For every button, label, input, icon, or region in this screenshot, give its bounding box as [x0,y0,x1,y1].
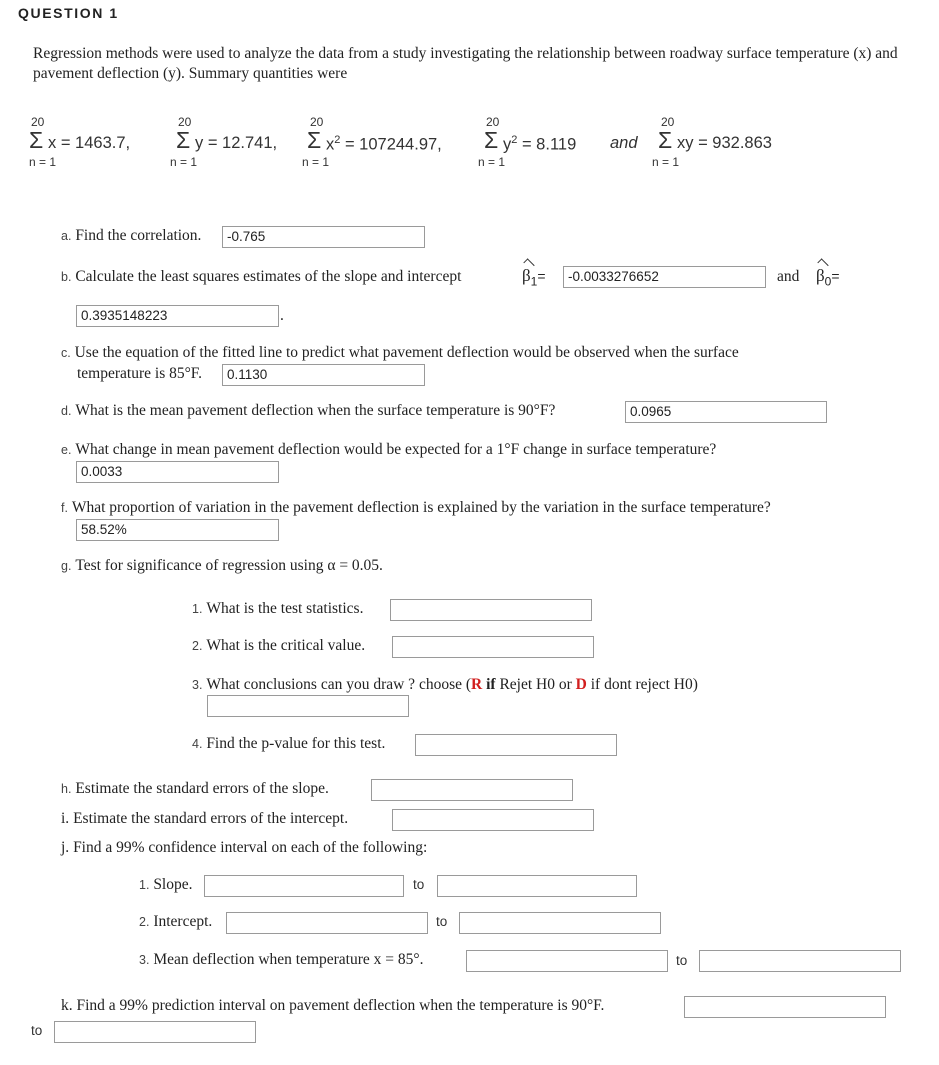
part-g4-text: Find the p-value for this test. [206,735,386,752]
part-d-text: What is the mean pavement deflection when the surface temperature is 90°F? [75,402,556,419]
part-g-label: g. [61,559,72,573]
part-j2-question [139,913,212,931]
part-g3-if: if [482,676,500,693]
part-g3-label: 3. [192,678,203,692]
part-j3-text: Mean deflection when temperature x = 85°. [153,951,424,968]
part-i-label: i. [61,810,70,827]
part-j-text: Find a 99% confidence interval on each of the following: [73,839,428,856]
slope-ci-lower-input[interactable] [204,875,404,897]
part-k-label: k. [61,997,73,1014]
mean-deflection-ci-upper-input[interactable] [699,950,901,972]
beta1-subscript: 1 [530,274,538,289]
part-f-question [61,499,771,517]
sum-upper-limit: 20 [31,115,45,129]
sigma-symbol: Σ [484,127,499,153]
sigma-symbol: Σ [307,127,322,153]
part-i-text: Estimate the standard errors of the intercept. [73,810,349,827]
part-h-label: h. [61,782,72,796]
prediction-interval-upper-input[interactable] [54,1021,256,1043]
beta1-equals: = [537,268,546,284]
and-text: and [610,134,638,152]
question-title: QUESTION 1 [18,5,119,21]
part-g-question [61,557,383,575]
part-b-label: b. [61,270,72,284]
sigma-symbol: Σ [29,127,44,153]
part-j2-text: Intercept. [153,913,213,930]
part-f-text: What proportion of variation in the pavement deflection is explained by the variation in the surface temperature? [71,499,771,516]
part-a-text: Find the correlation. [75,227,202,244]
sum-x-squared: $x^2 = 107244.97$, [326,134,442,154]
part-j-question [61,839,427,857]
part-c-question [61,344,739,362]
mean-deflection-ci-lower-input[interactable] [466,950,668,972]
slope-std-error-input[interactable] [371,779,573,801]
sum-upper-limit: 20 [178,115,192,129]
part-g2-question [192,637,365,655]
part-g3-question [192,676,698,694]
sigma-symbol: Σ [176,127,191,153]
proportion-variation-input[interactable]: 58.52% [76,519,279,541]
part-j3-question [139,951,423,969]
sum-y-squared-var: y [503,135,512,154]
slope-estimate-input[interactable]: -0.0033276652 [563,266,766,288]
sum-y-squared-value: = 8.119 [517,135,577,154]
intercept-ci-lower-input[interactable] [226,912,428,934]
sum-lower-limit: n = 1 [170,155,198,169]
sum-upper-limit: 20 [486,115,500,129]
predicted-deflection-input[interactable]: 0.1130 [222,364,425,386]
sum-lower-limit: n = 1 [302,155,330,169]
reject-letter: R [471,676,483,693]
sum-upper-limit: 20 [310,115,324,129]
part-g1-label: 1. [192,602,203,616]
part-c-label: c. [61,346,71,360]
part-j1-label: 1. [139,878,150,892]
part-k-question [61,997,604,1015]
part-e-label: e. [61,443,72,457]
prediction-interval-lower-input[interactable] [684,996,886,1018]
sum-lower-limit: n = 1 [478,155,506,169]
part-g3-text-a: What conclusions can you draw ? choose ( [206,676,472,693]
part-e-question [61,441,716,459]
intercept-estimate-input[interactable]: 0.3935148223 [76,305,279,327]
beta1-hat: β [522,266,531,285]
sigma-symbol: Σ [658,127,673,153]
mean-deflection-input[interactable]: 0.0965 [625,401,827,423]
conclusion-input[interactable] [207,695,409,717]
part-j-label: j. [61,839,70,856]
beta0-symbol [816,266,840,288]
and-label: and [777,268,800,285]
part-g3-text-c: if dont reject H0) [586,676,698,693]
p-value-input[interactable] [415,734,617,756]
to-label: to [676,953,688,968]
part-g4-question [192,735,385,753]
beta1-symbol [522,266,546,288]
dont-reject-letter: D [575,676,587,693]
part-g1-text: What is the test statistics. [206,600,364,617]
test-statistic-input[interactable] [390,599,592,621]
part-a-label: a. [61,229,72,243]
part-i-question [61,810,348,828]
change-in-deflection-input[interactable]: 0.0033 [76,461,279,483]
to-label: to [413,877,425,892]
part-b-text: Calculate the least squares estimates of the slope and intercept [75,268,462,285]
beta0-equals: = [831,268,840,284]
sum-lower-limit: n = 1 [652,155,680,169]
part-g2-text: What is the critical value. [206,637,366,654]
part-j2-label: 2. [139,915,150,929]
part-b-period: . [280,307,284,324]
part-h-question [61,780,329,798]
part-g3-text-b: Rejet H0 or [499,676,576,693]
sum-lower-limit: n = 1 [29,155,57,169]
part-d-question [61,402,555,420]
part-j3-label: 3. [139,953,150,967]
part-h-text: Estimate the standard errors of the slope. [75,780,329,797]
part-k-text: Find a 99% prediction interval on pavement deflection when the temperature is 90°F. [76,997,605,1014]
to-label: to [436,914,448,929]
beta0-hat: β [816,266,825,285]
part-j1-text: Slope. [153,876,193,893]
part-j1-question [139,876,193,894]
slope-ci-upper-input[interactable] [437,875,637,897]
sum-y: y = 12.741, [195,134,278,152]
critical-value-input[interactable] [392,636,594,658]
sum-x-squared-value: = 107244.97, [340,135,442,154]
part-g4-label: 4. [192,737,203,751]
correlation-input[interactable]: -0.765 [222,226,425,248]
intercept-std-error-input[interactable] [392,809,594,831]
intercept-ci-upper-input[interactable] [459,912,661,934]
part-g-text: Test for significance of regression using α = 0.05. [75,557,383,574]
beta0-subscript: 0 [824,274,832,289]
part-a-question [61,227,201,245]
part-e-text: What change in mean pavement deflection would be expected for a 1°F change in surface temperature? [75,441,717,458]
sum-x-squared-var: x [326,135,335,154]
part-d-label: d. [61,404,72,418]
sum-xy: xy = 932.863 [677,134,772,152]
part-f-label: f. [61,501,68,515]
part-g1-question [192,600,363,618]
part-c-text-line2: temperature is 85°F. [77,365,203,382]
part-c-text-line1: Use the equation of the fitted line to predict what pavement deflection would be observed when the surface [74,344,739,361]
sum-upper-limit: 20 [661,115,675,129]
part-b-question [61,268,461,286]
sum-y-squared: $y^2 = 8.119$ [503,134,577,154]
to-label: to [31,1023,43,1038]
intro-text: Regression methods were used to analyze the data from a study investigating the relationship between roadway surface temperature (x) and pavement deflection (y). Summary quantities were [33,45,898,82]
part-g2-label: 2. [192,639,203,653]
sum-x: x = 1463.7, [48,134,131,152]
